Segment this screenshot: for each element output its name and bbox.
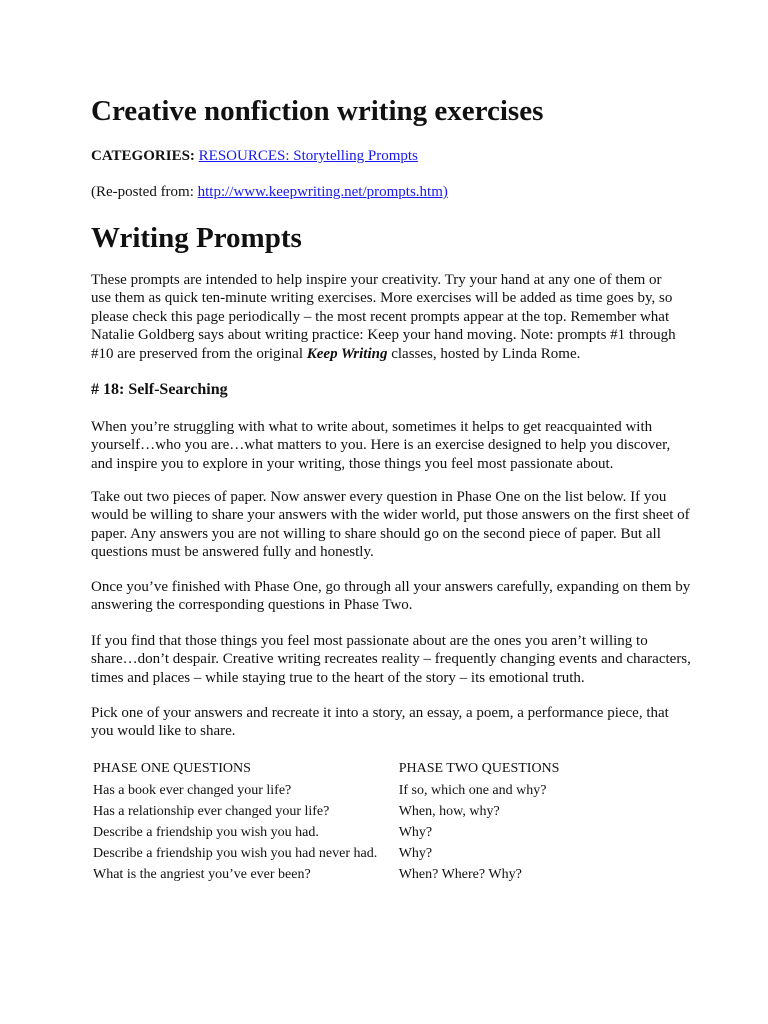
table-header-row	[89, 758, 669, 780]
intro-paragraph	[91, 271, 683, 363]
table-row	[89, 843, 669, 864]
phase-two-question: When, how, why?	[398, 804, 500, 819]
questions-table	[89, 758, 669, 885]
table-row	[89, 864, 669, 885]
phase-one-question: Describe a friendship you wish you had never had.	[93, 846, 378, 861]
table-row	[89, 801, 669, 822]
repost-prefix: (Re-posted from:	[91, 184, 198, 200]
document-title: Creative nonfiction writing exercises	[91, 95, 544, 127]
body-paragraph: Take out two pieces of paper. Now answer every question in Phase One on the list below. If you would be willing to share your answers with the wider world, put those answers on the first sheet of paper. Any answers you are not willing to share should go on the second piece of paper. But all questions must be answered fully and honestly.	[91, 489, 690, 561]
intro-text: These prompts are intended to help inspire your creativity. Try your hand at any one of them or use them as quick ten-minute writing exercises. More exercises will be added as time goes by, so please check this page periodically – the most recent prompts appear at the top. Remember what Natalie Goldberg says about writing practice: Keep your hand moving. Note: prompts #1 through #10 are preserved from the original	[91, 272, 676, 362]
repost-link[interactable]: http://www.keepwriting.net/prompts.htm)	[197, 184, 448, 200]
body-paragraph: When you’re struggling with what to write about, sometimes it helps to get reacquainted with yourself…who you are…what matters to you. Here is an exercise designed to help you discover, and inspire you to explore in your writing, those things you feel most passionate about.	[91, 419, 671, 472]
categories-line	[91, 146, 691, 166]
section-title: Writing Prompts	[91, 222, 302, 254]
table-row	[89, 780, 669, 801]
phase-one-question: Describe a friendship you wish you had.	[93, 825, 319, 840]
phase-two-question: Why?	[398, 846, 433, 861]
table-row	[89, 822, 669, 843]
intro-text-end: classes, hosted by Linda Rome.	[387, 345, 581, 362]
phase-one-question: Has a relationship ever changed your life?	[93, 804, 330, 819]
column-header: PHASE TWO QUESTIONS	[398, 761, 560, 776]
prompt-heading: # 18: Self-Searching	[91, 381, 228, 398]
phase-one-question: What is the angriest you’ve ever been?	[93, 867, 311, 882]
body-paragraph: If you find that those things you feel most passionate about are the ones you aren’t willing to share…don’t despair. Creative writing recreates reality – frequently changing events and characters, times and places – while staying true to the heart of the story – its emotional truth.	[91, 633, 691, 686]
phase-two-question: Why?	[398, 825, 433, 840]
phase-one-question: Has a book ever changed your life?	[93, 783, 292, 798]
body-paragraph: Pick one of your answers and recreate it into a story, an essay, a poem, a performance piece, that you would like to share.	[91, 705, 669, 740]
phase-two-question: When? Where? Why?	[398, 867, 522, 882]
column-header: PHASE ONE QUESTIONS	[93, 761, 251, 776]
categories-label: CATEGORIES:	[91, 148, 195, 164]
intro-emphasis: Keep Writing	[306, 345, 388, 362]
phase-two-question: If so, which one and why?	[398, 783, 547, 798]
body-paragraph: Once you’ve finished with Phase One, go through all your answers carefully, expanding on them by answering the corresponding questions in Phase Two.	[91, 579, 691, 614]
repost-line	[91, 182, 691, 202]
categories-link[interactable]: RESOURCES: Storytelling Prompts	[198, 148, 418, 164]
